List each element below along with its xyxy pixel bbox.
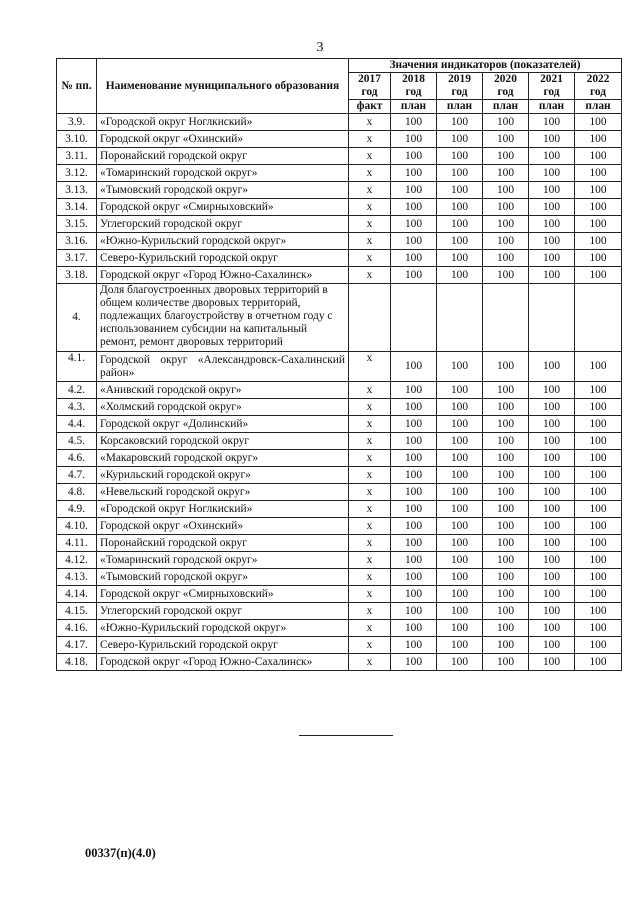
table-cell: 100	[575, 416, 622, 433]
row-number: 4.16.	[57, 620, 97, 637]
row-name: Городской округ «Долинский»	[97, 416, 349, 433]
table-cell: х	[349, 182, 391, 199]
table-row	[57, 620, 622, 637]
table-cell: 100	[529, 382, 575, 399]
table-cell: 100	[483, 182, 529, 199]
table-cell: 100	[437, 518, 483, 535]
table-cell: 100	[391, 216, 437, 233]
table-cell: 100	[437, 382, 483, 399]
row-number: 3.9.	[57, 114, 97, 131]
table-cell: 100	[529, 603, 575, 620]
table-header	[57, 59, 622, 114]
table-cell: 100	[437, 114, 483, 131]
row-name: «Томаринский городской округ»	[97, 552, 349, 569]
row-name: «Холмский городской округ»	[97, 399, 349, 416]
table-cell: х	[349, 399, 391, 416]
table-cell: 100	[575, 216, 622, 233]
table-cell: 100	[391, 114, 437, 131]
row-name: «Южно-Курильский городской округ»	[97, 620, 349, 637]
table-cell: х	[349, 352, 391, 382]
table-cell: 100	[483, 569, 529, 586]
table-cell: 100	[483, 114, 529, 131]
header-kind: план	[391, 100, 437, 114]
table-cell: 100	[575, 654, 622, 671]
header-year: 2021 год	[529, 73, 575, 100]
table-cell: 100	[437, 250, 483, 267]
table-cell: 100	[437, 586, 483, 603]
table-cell: 100	[437, 352, 483, 382]
table-cell: 100	[575, 620, 622, 637]
row-number: 4.9.	[57, 501, 97, 518]
row-name: Углегорский городской округ	[97, 603, 349, 620]
row-name: «Томаринский городской округ»	[97, 165, 349, 182]
page-number: 3	[316, 40, 324, 55]
table-cell: 100	[483, 233, 529, 250]
header-year: 2022 год	[575, 73, 622, 100]
table-cell: х	[349, 267, 391, 284]
table-cell: 100	[529, 182, 575, 199]
table-cell: 100	[575, 199, 622, 216]
row-number: 3.15.	[57, 216, 97, 233]
header-kind: план	[483, 100, 529, 114]
table-row	[57, 416, 622, 433]
row-name: «Курильский городской округ»	[97, 467, 349, 484]
table-cell: х	[349, 216, 391, 233]
table-cell: 100	[483, 552, 529, 569]
table-cell: 100	[483, 450, 529, 467]
table-row	[57, 518, 622, 535]
section4-heading	[57, 284, 622, 382]
header-year: 2018 год	[391, 73, 437, 100]
table-cell: х	[349, 654, 391, 671]
table-cell: 100	[575, 535, 622, 552]
table-cell: 100	[529, 467, 575, 484]
table-cell: 100	[575, 484, 622, 501]
table-cell: 100	[391, 433, 437, 450]
table-cell: 100	[483, 586, 529, 603]
row-name: «Тымовский городской округ»	[97, 182, 349, 199]
table-cell: 100	[529, 399, 575, 416]
table-cell: 100	[437, 569, 483, 586]
row-number: 4.2.	[57, 382, 97, 399]
table-cell: 100	[437, 552, 483, 569]
row-name: Северо-Курильский городской округ	[97, 250, 349, 267]
table-cell: 100	[483, 352, 529, 382]
table-cell: 100	[391, 518, 437, 535]
document-code: 00337(п)(4.0)	[85, 846, 156, 860]
indicator-table	[56, 58, 622, 671]
table-row	[57, 182, 622, 199]
row-name: Городской округ «Охинский»	[97, 131, 349, 148]
table-body-section3	[57, 114, 622, 284]
table-row	[57, 484, 622, 501]
table-cell: х	[349, 467, 391, 484]
table-cell: 100	[437, 199, 483, 216]
table-cell: 100	[391, 586, 437, 603]
table-cell: х	[349, 450, 391, 467]
table-cell: 100	[575, 165, 622, 182]
table-cell: х	[349, 552, 391, 569]
table-cell: 100	[437, 654, 483, 671]
row-name: Поронайский городской округ	[97, 148, 349, 165]
table-cell: 100	[529, 586, 575, 603]
header-year: 2020 год	[483, 73, 529, 100]
table-cell: 100	[391, 131, 437, 148]
table-cell: 100	[483, 518, 529, 535]
row-name: Корсаковский городской округ	[97, 433, 349, 450]
row-name: Поронайский городской округ	[97, 535, 349, 552]
table-cell: 100	[483, 216, 529, 233]
table-cell: 100	[575, 552, 622, 569]
table-cell: 100	[483, 501, 529, 518]
table-cell: х	[349, 165, 391, 182]
table-cell: 100	[529, 654, 575, 671]
table-cell: х	[349, 501, 391, 518]
table-cell: 100	[391, 182, 437, 199]
table-cell: 100	[437, 484, 483, 501]
table-cell: 100	[575, 131, 622, 148]
table-cell: 100	[483, 267, 529, 284]
row-name: «Анивский городской округ»	[97, 382, 349, 399]
table-row	[57, 586, 622, 603]
table-cell: х	[349, 433, 391, 450]
row-name: Северо-Курильский городской округ	[97, 637, 349, 654]
table-cell: х	[349, 382, 391, 399]
table-cell: 100	[483, 535, 529, 552]
table-cell: 100	[391, 569, 437, 586]
row-number: 3.16.	[57, 233, 97, 250]
table-cell: 100	[529, 416, 575, 433]
header-kind: план	[437, 100, 483, 114]
table-cell: 100	[483, 382, 529, 399]
table-cell: х	[349, 250, 391, 267]
table-cell: 100	[575, 182, 622, 199]
table-cell: 100	[575, 637, 622, 654]
table-cell: 100	[529, 250, 575, 267]
table-cell: х	[349, 148, 391, 165]
table-cell: х	[349, 131, 391, 148]
table-cell: 100	[437, 620, 483, 637]
table-cell: 100	[529, 535, 575, 552]
row-number: 4.11.	[57, 535, 97, 552]
table-cell: 100	[391, 501, 437, 518]
table-cell: 100	[437, 399, 483, 416]
table-cell: 100	[529, 484, 575, 501]
row-number: 4.5.	[57, 433, 97, 450]
table-cell: 100	[391, 416, 437, 433]
table-cell: х	[349, 603, 391, 620]
table-cell: 100	[575, 450, 622, 467]
table-row	[57, 535, 622, 552]
table-cell: 100	[529, 216, 575, 233]
table-row	[57, 501, 622, 518]
table-cell: 100	[391, 552, 437, 569]
table-cell: 100	[483, 637, 529, 654]
header-number: № пп.	[57, 59, 97, 114]
table-row	[57, 165, 622, 182]
table-row	[57, 199, 622, 216]
table-row	[57, 603, 622, 620]
table-row	[57, 552, 622, 569]
table-cell: 100	[483, 467, 529, 484]
table-cell: 100	[529, 165, 575, 182]
table-cell: 100	[529, 518, 575, 535]
table-cell: 100	[529, 352, 575, 382]
header-year: 2019 год	[437, 73, 483, 100]
table-cell: 100	[575, 267, 622, 284]
table-cell: 100	[391, 399, 437, 416]
table-cell: 100	[483, 484, 529, 501]
table-cell: 100	[437, 267, 483, 284]
table-cell: 100	[437, 148, 483, 165]
table-cell: х	[349, 416, 391, 433]
table-cell: 100	[391, 165, 437, 182]
table-cell: х	[349, 199, 391, 216]
table-row	[57, 233, 622, 250]
table-cell: х	[349, 114, 391, 131]
row-number: 3.11.	[57, 148, 97, 165]
table-cell: 100	[529, 233, 575, 250]
row-number: 3.12.	[57, 165, 97, 182]
table-cell: 100	[391, 637, 437, 654]
table-cell: 100	[575, 603, 622, 620]
row-number: 3.13.	[57, 182, 97, 199]
table-row	[57, 382, 622, 399]
row-number: 4.18.	[57, 654, 97, 671]
table-cell: 100	[437, 131, 483, 148]
row-number: 4.15.	[57, 603, 97, 620]
row-number: 3.18.	[57, 267, 97, 284]
header-group-title: Значения индикаторов (показателей)	[349, 59, 622, 73]
table-cell: 100	[391, 267, 437, 284]
row-number: 4.12.	[57, 552, 97, 569]
table-cell: 100	[437, 416, 483, 433]
table-row	[57, 267, 622, 284]
header-name: Наименование муниципального образования	[97, 59, 349, 114]
table-cell: 100	[483, 603, 529, 620]
table-cell: 100	[575, 148, 622, 165]
row-number: 4.10.	[57, 518, 97, 535]
row-number: 4.14.	[57, 586, 97, 603]
table-cell: 100	[391, 467, 437, 484]
table-cell: 100	[437, 450, 483, 467]
table-cell: х	[349, 535, 391, 552]
table-cell: 100	[391, 484, 437, 501]
table-cell: 100	[575, 433, 622, 450]
row-number: 3.10.	[57, 131, 97, 148]
table-row	[57, 467, 622, 484]
table-cell: х	[349, 233, 391, 250]
row41-number: 4.1.	[57, 352, 97, 382]
signature-line	[299, 735, 393, 736]
table-cell: 100	[391, 603, 437, 620]
table-cell: 100	[437, 637, 483, 654]
table-cell: 100	[437, 467, 483, 484]
table-row	[57, 131, 622, 148]
table-row	[57, 216, 622, 233]
row-number: 4.13.	[57, 569, 97, 586]
table-cell: 100	[483, 250, 529, 267]
header-kind: план	[575, 100, 622, 114]
table-cell: 100	[483, 199, 529, 216]
table-cell: 100	[575, 250, 622, 267]
table-cell: х	[349, 586, 391, 603]
table-cell: 100	[529, 552, 575, 569]
table-cell: 100	[483, 148, 529, 165]
row-name: «Городской округ Ноглкиский»	[97, 501, 349, 518]
row-number: 4.4.	[57, 416, 97, 433]
row-name: «Городской округ Ноглкиский»	[97, 114, 349, 131]
table-cell: 100	[483, 654, 529, 671]
row-name: Городской округ «Смирныховский»	[97, 586, 349, 603]
table-cell: 100	[391, 620, 437, 637]
table-cell: 100	[529, 450, 575, 467]
table-cell: 100	[483, 416, 529, 433]
table-row	[57, 450, 622, 467]
table-cell: х	[349, 637, 391, 654]
row-name: «Макаровский городской округ»	[97, 450, 349, 467]
header-kind: факт	[349, 100, 391, 114]
table-cell: 100	[575, 501, 622, 518]
table-row	[57, 654, 622, 671]
row-name: «Тымовский городской округ»	[97, 569, 349, 586]
table-row	[57, 114, 622, 131]
table-cell: 100	[575, 233, 622, 250]
table-cell: 100	[483, 131, 529, 148]
table-cell: х	[349, 620, 391, 637]
table-cell: 100	[437, 182, 483, 199]
table-cell: 100	[391, 382, 437, 399]
header-year: 2017 год	[349, 73, 391, 100]
table-cell: 100	[575, 114, 622, 131]
table-row	[57, 250, 622, 267]
table-cell: 100	[529, 501, 575, 518]
section4-number: 4.	[57, 284, 97, 352]
table-cell: 100	[437, 165, 483, 182]
row-number: 4.17.	[57, 637, 97, 654]
table-cell: 100	[437, 603, 483, 620]
table-cell: 100	[437, 233, 483, 250]
table-cell: 100	[529, 433, 575, 450]
table-cell: 100	[575, 382, 622, 399]
table-body-section4	[57, 382, 622, 671]
table-cell: х	[349, 518, 391, 535]
table-cell: 100	[529, 267, 575, 284]
table-cell: 100	[529, 114, 575, 131]
table-cell: 100	[529, 199, 575, 216]
table-cell: 100	[391, 233, 437, 250]
row-name: Городской округ «Смирныховский»	[97, 199, 349, 216]
table-cell: 100	[391, 352, 437, 382]
row-name: Городской округ «Охинский»	[97, 518, 349, 535]
table-cell: х	[349, 484, 391, 501]
table-cell: 100	[391, 250, 437, 267]
table-cell: 100	[575, 518, 622, 535]
table-cell: 100	[575, 569, 622, 586]
table-cell: 100	[529, 620, 575, 637]
row-name: Городской округ «Город Южно-Сахалинск»	[97, 267, 349, 284]
row-number: 4.7.	[57, 467, 97, 484]
table-cell: 100	[437, 501, 483, 518]
table-row	[57, 569, 622, 586]
table-cell: 100	[483, 165, 529, 182]
row-name: «Южно-Курильский городской округ»	[97, 233, 349, 250]
row-name: «Невельский городской округ»	[97, 484, 349, 501]
table-cell: 100	[575, 467, 622, 484]
table-cell: 100	[391, 148, 437, 165]
table-cell: 100	[391, 450, 437, 467]
table-cell: 100	[437, 433, 483, 450]
row41-name: Городской округ «Александровск-Сахалинский район»	[97, 352, 349, 382]
table-cell: 100	[391, 199, 437, 216]
header-kind: план	[529, 100, 575, 114]
table-cell: 100	[483, 620, 529, 637]
table-cell: 100	[483, 433, 529, 450]
row-name: Городской округ «Город Южно-Сахалинск»	[97, 654, 349, 671]
table-cell: 100	[483, 399, 529, 416]
table-cell: 100	[529, 148, 575, 165]
row-number: 4.3.	[57, 399, 97, 416]
table-cell: 100	[575, 399, 622, 416]
table-cell: 100	[391, 654, 437, 671]
row-number: 4.8.	[57, 484, 97, 501]
table-row	[57, 399, 622, 416]
table-cell: 100	[391, 535, 437, 552]
table-cell: 100	[437, 216, 483, 233]
row-number: 3.14.	[57, 199, 97, 216]
table-row	[57, 148, 622, 165]
table-row	[57, 433, 622, 450]
table-cell: 100	[575, 586, 622, 603]
section4-description: Доля благоустроенных дворовых территорий в общем количестве дворовых территорий, подлежащих благоустройству в отчетном году с использованием субсидии на капитальный ремонт, ремонт дворовых территорий	[97, 284, 349, 352]
row-number: 3.17.	[57, 250, 97, 267]
table-cell: 100	[529, 569, 575, 586]
table-cell: 100	[529, 131, 575, 148]
table-cell: 100	[529, 637, 575, 654]
table-cell: х	[349, 569, 391, 586]
table-cell: 100	[575, 352, 622, 382]
row-number: 4.6.	[57, 450, 97, 467]
row-name: Углегорский городской округ	[97, 216, 349, 233]
table-cell: 100	[437, 535, 483, 552]
table-row	[57, 637, 622, 654]
